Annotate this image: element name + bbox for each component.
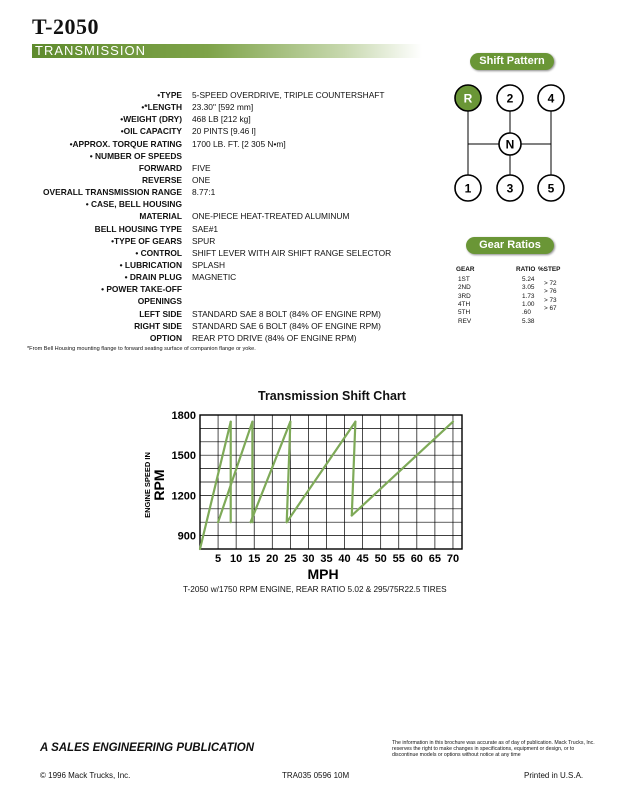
gear-name: 5TH bbox=[458, 309, 471, 317]
printed-in: Printed in U.S.A. bbox=[524, 771, 584, 780]
spec-value: STANDARD SAE 8 BOLT (84% OF ENGINE RPM) bbox=[192, 308, 381, 319]
spec-label: •TYPE bbox=[157, 90, 182, 100]
ratio-header: RATIO bbox=[516, 266, 536, 273]
x-tick-label: 55 bbox=[392, 553, 405, 565]
spec-label: FORWARD bbox=[138, 162, 182, 173]
spec-row bbox=[20, 283, 440, 295]
spec-value: FIVE bbox=[192, 162, 211, 173]
spec-row bbox=[20, 295, 440, 307]
spec-row bbox=[20, 320, 440, 332]
spec-value: 1700 LB. FT. [2 305 N•m] bbox=[192, 138, 286, 149]
x-tick-label: 20 bbox=[266, 553, 279, 565]
x-tick-label: 15 bbox=[248, 553, 261, 565]
spec-label: LEFT SIDE bbox=[139, 308, 182, 319]
spec-value: SHIFT LEVER WITH AIR SHIFT RANGE SELECTOR bbox=[192, 247, 392, 258]
x-tick-label: 10 bbox=[230, 553, 243, 565]
spec-label: • CONTROL bbox=[135, 247, 182, 258]
spec-value: 5-SPEED OVERDRIVE, TRIPLE COUNTERSHAFT bbox=[192, 90, 385, 100]
model-title: T-2050 bbox=[32, 14, 99, 39]
gear-ratio: 5.24 bbox=[522, 276, 535, 283]
category-label: TRANSMISSION bbox=[35, 43, 146, 58]
spec-value: SPUR bbox=[192, 235, 216, 246]
gear-ratio: 1.00 bbox=[522, 300, 535, 308]
spec-label: •*LENGTH bbox=[141, 102, 182, 113]
svg-text:3: 3 bbox=[506, 181, 514, 196]
spec-row bbox=[20, 174, 440, 186]
gear-ratios-heading: Gear Ratios bbox=[466, 237, 554, 254]
spec-label: •WEIGHT (DRY) bbox=[120, 114, 182, 125]
spec-row bbox=[20, 247, 440, 259]
series-line-4th bbox=[287, 422, 356, 523]
gear-step: > 72 bbox=[544, 280, 557, 287]
y-tick-label: 900 bbox=[177, 530, 196, 543]
footnote: *From Bell Housing mounting flange to forward seating surface of companion flange or yoke. bbox=[27, 346, 256, 352]
spec-label: REVERSE bbox=[141, 174, 182, 185]
spec-label: • LUBRICATION bbox=[119, 259, 182, 270]
shift-pattern-heading: Shift Pattern bbox=[470, 53, 554, 70]
spec-label: OVERALL TRANSMISSION RANGE bbox=[43, 187, 182, 198]
x-tick-label: 5 bbox=[215, 553, 222, 565]
spec-row bbox=[20, 223, 440, 235]
x-tick-label: 50 bbox=[374, 553, 387, 565]
y-tick-label: 1800 bbox=[171, 410, 196, 422]
y-axis-label: RPM bbox=[151, 469, 167, 501]
spec-value: MAGNETIC bbox=[192, 272, 237, 283]
x-axis-label: MPH bbox=[307, 566, 339, 582]
spec-label: MATERIAL bbox=[139, 211, 182, 222]
chart-title: Transmission Shift Chart bbox=[258, 389, 406, 403]
shift-position bbox=[538, 85, 564, 111]
spec-value: REAR PTO DRIVE (84% OF ENGINE RPM) bbox=[192, 332, 357, 343]
step-header: %STEP bbox=[538, 266, 561, 273]
spec-value: STANDARD SAE 6 BOLT (84% OF ENGINE RPM) bbox=[192, 320, 381, 331]
gear-ratio: .60 bbox=[522, 309, 531, 317]
gear-name: 1ST bbox=[458, 276, 470, 283]
x-tick-label: 35 bbox=[320, 553, 333, 565]
document-code: TRA035 0596 10M bbox=[282, 771, 350, 780]
x-tick-label: 65 bbox=[428, 553, 442, 565]
y-tick-label: 1500 bbox=[171, 450, 196, 463]
spec-value: ONE bbox=[192, 174, 211, 185]
copyright: © 1996 Mack Trucks, Inc. bbox=[40, 771, 131, 780]
svg-text:1: 1 bbox=[464, 181, 472, 196]
x-tick-label: 30 bbox=[302, 553, 315, 565]
svg-text:5: 5 bbox=[547, 181, 555, 196]
spec-row bbox=[20, 308, 440, 320]
spec-row bbox=[20, 210, 440, 222]
x-tick-label: 45 bbox=[356, 553, 369, 565]
disclaimer: The information in this brochure was accurate as of day of publication. Mack Trucks, Inc. reserves the right to make changes in specifications, equipment or design, or to discontinue models or options without notice at any time bbox=[392, 740, 595, 758]
gear-ratio: 1.73 bbox=[522, 292, 535, 300]
svg-text:4: 4 bbox=[547, 91, 555, 106]
spec-value: SAE#1 bbox=[192, 223, 219, 234]
spec-label: BELL HOUSING TYPE bbox=[94, 223, 182, 234]
spec-row bbox=[20, 150, 440, 162]
series-line-2nd bbox=[218, 422, 252, 523]
spec-value: 468 LB [212 kg] bbox=[192, 114, 251, 125]
spec-row bbox=[20, 162, 440, 174]
spec-value: 8.77:1 bbox=[192, 187, 216, 198]
spec-row bbox=[20, 332, 440, 344]
spec-row bbox=[20, 186, 440, 198]
spec-row bbox=[20, 89, 440, 101]
x-tick-label: 40 bbox=[338, 553, 351, 565]
spec-row bbox=[20, 125, 440, 137]
spec-value: 23.30" [592 mm] bbox=[192, 102, 254, 113]
svg-text:N: N bbox=[505, 137, 515, 152]
series-line-3rd bbox=[251, 422, 291, 523]
gear-ratio: 3.05 bbox=[522, 284, 535, 292]
shift-position bbox=[497, 85, 523, 111]
spec-label: • CASE, BELL HOUSING bbox=[85, 199, 182, 210]
shift-position bbox=[455, 175, 481, 201]
gear-name: 3RD bbox=[458, 292, 471, 300]
spec-label: • DRAIN PLUG bbox=[124, 272, 182, 283]
spec-label: OPENINGS bbox=[137, 296, 182, 307]
gear-ratio: 5.38 bbox=[522, 317, 535, 325]
spec-label: RIGHT SIDE bbox=[134, 320, 182, 331]
spec-row bbox=[20, 235, 440, 247]
spec-table bbox=[20, 89, 440, 344]
gear-name: 4TH bbox=[458, 300, 471, 308]
gear-header: GEAR bbox=[456, 266, 475, 273]
spec-value: 20 PINTS [9.46 l] bbox=[192, 126, 256, 137]
spec-row bbox=[20, 259, 440, 271]
x-tick-label: 70 bbox=[446, 553, 460, 565]
chart-caption: T-2050 w/1750 RPM ENGINE, REAR RATIO 5.02 & 295/75R22.5 TIRES bbox=[183, 585, 447, 594]
spec-value: SPLASH bbox=[192, 259, 226, 270]
gear-step: > 76 bbox=[544, 288, 557, 296]
shift-drop-line bbox=[287, 422, 291, 523]
category-banner bbox=[32, 44, 422, 58]
shift-position bbox=[538, 175, 564, 201]
series-line-1st bbox=[200, 422, 231, 549]
spec-row bbox=[20, 113, 440, 125]
spec-row bbox=[20, 138, 440, 150]
spec-value: ONE-PIECE HEAT-TREATED ALUMINUM bbox=[192, 211, 350, 222]
x-tick-label: 60 bbox=[410, 553, 423, 565]
y-tick-label: 1200 bbox=[171, 490, 196, 503]
spec-label: •APPROX. TORQUE RATING bbox=[69, 138, 182, 149]
spec-label: •OIL CAPACITY bbox=[120, 126, 182, 137]
spec-row bbox=[20, 198, 440, 210]
x-tick-label: 25 bbox=[284, 553, 297, 565]
gear-step: > 73 bbox=[544, 296, 557, 304]
spec-label: • POWER TAKE-OFF bbox=[101, 284, 182, 295]
shift-position bbox=[499, 133, 521, 155]
svg-text:2: 2 bbox=[506, 91, 514, 106]
spec-row bbox=[20, 271, 440, 283]
spec-label: •TYPE OF GEARS bbox=[111, 235, 182, 246]
spec-label: OPTION bbox=[149, 332, 182, 343]
spec-label: • NUMBER OF SPEEDS bbox=[89, 150, 182, 161]
gear-name: 2ND bbox=[458, 284, 471, 292]
publication-label: A SALES ENGINEERING PUBLICATION bbox=[40, 742, 255, 754]
spec-row bbox=[20, 101, 440, 113]
shift-position bbox=[455, 85, 481, 111]
shift-pattern-diagram bbox=[448, 80, 568, 205]
shift-chart bbox=[130, 400, 470, 586]
svg-text:R: R bbox=[463, 91, 473, 106]
y-axis-prefix: ENGINE SPEED IN bbox=[143, 452, 152, 518]
gear-step: > 67 bbox=[544, 304, 557, 312]
gear-name: REV bbox=[458, 317, 472, 325]
shift-position bbox=[497, 175, 523, 201]
